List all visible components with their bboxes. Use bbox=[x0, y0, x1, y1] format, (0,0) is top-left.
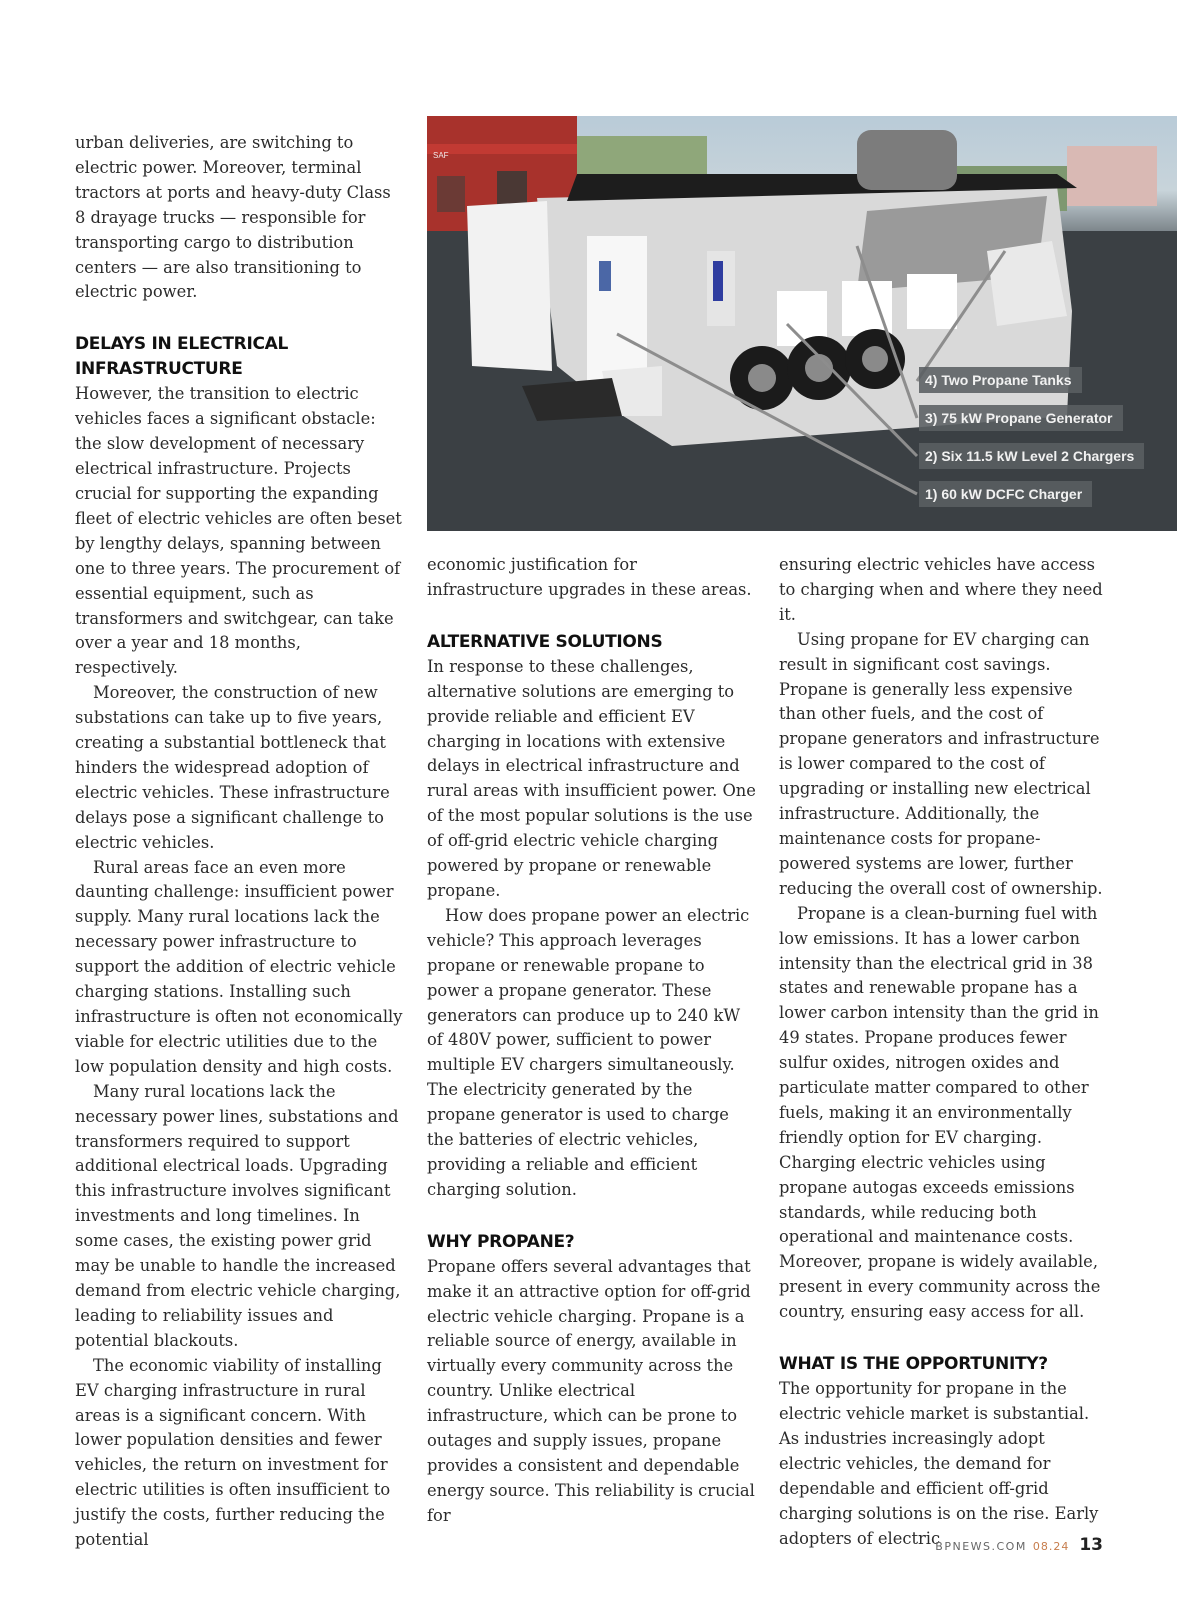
paragraph: However, the transition to electric vehicles faces a significant obstacle: the slow development of necessary electrical infrastructure. Projects crucial for supporting the expanding fleet of electric vehicles are often beset by lengthy delays, spanning between one to three years. The procurement of essential equipment, such as transformers and switchgear, can take over a year and 18 months, respectively. bbox=[75, 384, 402, 678]
article-column-1 bbox=[75, 131, 403, 1553]
paragraph: urban deliveries, are switching to electric power. Moreover, terminal tractors at ports and heavy-duty Class 8 drayage trucks — responsible for transporting cargo to distribution centers — are also transitioning to electric power. bbox=[75, 133, 391, 302]
page-footer bbox=[935, 1533, 1103, 1557]
paragraph: ensuring electric vehicles have access to charging when and where they need it. bbox=[779, 555, 1103, 624]
section-heading-why-propane: WHY PROPANE? bbox=[427, 1231, 575, 1252]
article-column-2 bbox=[427, 553, 757, 1529]
paragraph: Many rural locations lack the necessary power lines, substations and transformers required to support additional electrical loads. Upgrading this infrastructure involves significant investments and long timelines. In some cases, the existing power grid may be unable to handle the increased demand from electric vehicle charging, leading to reliability issues and potential blackouts. bbox=[75, 1081, 401, 1350]
side-door-left bbox=[467, 201, 552, 371]
trailer-charging-station-figure bbox=[427, 116, 1177, 531]
paragraph: How does propane power an electric vehicle? This approach leverages propane or renewable propane to power a propane generator. These generators can produce up to 240 kW of 480V power, sufficient to power multiple EV chargers simultaneously. The electricity generated by the propane generator is used to charge the batteries of electric vehicles, providing a reliable and efficient charging solution. bbox=[427, 905, 750, 1199]
paragraph: Moreover, the construction of new substations can take up to five years, creating a substantial bottleneck that hinders the widespread adoption of electric vehicles. These infrastructure delays pose a significant challenge to electric vehicles. bbox=[75, 683, 390, 852]
paragraph: Propane offers several advantages that make it an attractive option for off-grid electric vehicle charging. Propane is a reliable source of energy, available in virtually every community across the country. Unlike electrical infrastructure, which can be prone to outages and supply issues, propane provides a consistent and dependable energy source. This reliability is crucial for bbox=[427, 1256, 755, 1525]
figure-label-generator: 3) 75 kW Propane Generator bbox=[919, 405, 1123, 431]
article-column-3 bbox=[779, 553, 1109, 1551]
paragraph: Propane is a clean-burning fuel with low emissions. It has a lower carbon intensity than the electrical grid in 38 states and renewable propane has a lower carbon intensity than the grid in 49 states. Propane produces fewer sulfur oxides, nitrogen oxides and particulate matter compared to other fuels, making it an environmentally friendly option for EV charging. Charging electric vehicles using propane autogas exceeds emissions standards, while reducing both operational and maintenance costs. Moreover, propane is widely available, present in every community across the country, ensuring easy access for all. bbox=[779, 903, 1101, 1322]
section-heading-delays: DELAYS IN ELECTRICAL INFRASTRUCTURE bbox=[75, 334, 289, 380]
shop-sign-text: SAF bbox=[433, 151, 449, 160]
figure-label-level2-chargers: 2) Six 11.5 kW Level 2 Chargers bbox=[919, 443, 1144, 469]
building-far bbox=[1067, 146, 1157, 206]
dcfc-charger bbox=[587, 236, 647, 386]
page-number: 13 bbox=[1079, 1535, 1103, 1555]
vent-unit bbox=[857, 130, 957, 190]
paragraph: Using propane for EV charging can result in significant cost savings. Propane is generally less expensive than other fuels, and the cost of propane generators and infrastructure is lower compared to the cost of upgrading or installing new electrical infrastructure. Additionally, the maintenance costs for propane-powered systems are lower, further reducing the overall cost of ownership. bbox=[779, 629, 1103, 898]
section-heading-alternative-solutions: ALTERNATIVE SOLUTIONS bbox=[427, 631, 663, 652]
paragraph: Rural areas face an even more daunting challenge: insufficient power supply. Many rural locations lack the necessary power infrastructure to support the addition of electric vehicle charging stations. Installing such infrastructure is often not economically viable for electric utilities due to the low population density and high costs. bbox=[75, 857, 403, 1076]
figure-label-tanks: 4) Two Propane Tanks bbox=[919, 367, 1082, 393]
paragraph: economic justification for infrastructure upgrades in these areas. bbox=[427, 555, 752, 599]
footer-issue: 08.24 bbox=[1032, 1540, 1070, 1553]
footer-site[interactable]: BPNEWS.COM bbox=[935, 1540, 1027, 1553]
paragraph: The economic viability of installing EV charging infrastructure in rural areas is a significant concern. With lower population densities and fewer vehicles, the return on investment for electric utilities is often insufficient to justify the costs, further reducing the potential bbox=[75, 1355, 391, 1550]
paragraph: In response to these challenges, alternative solutions are emerging to provide reliable and efficient EV charging in locations with extensive delays in electrical infrastructure and rural areas with insufficient power. One of the most popular solutions is the use of off-grid electric vehicle charging powered by propane or renewable propane. bbox=[427, 656, 756, 900]
figure-label-dcfc-charger: 1) 60 kW DCFC Charger bbox=[919, 481, 1092, 507]
section-heading-opportunity: WHAT IS THE OPPORTUNITY? bbox=[779, 1354, 1048, 1375]
paragraph: The opportunity for propane in the electric vehicle market is substantial. As industries increasingly adopt electric vehicles, the demand for dependable and efficient off-grid charging solutions is on the rise. Early adopters of electric bbox=[779, 1379, 1099, 1548]
